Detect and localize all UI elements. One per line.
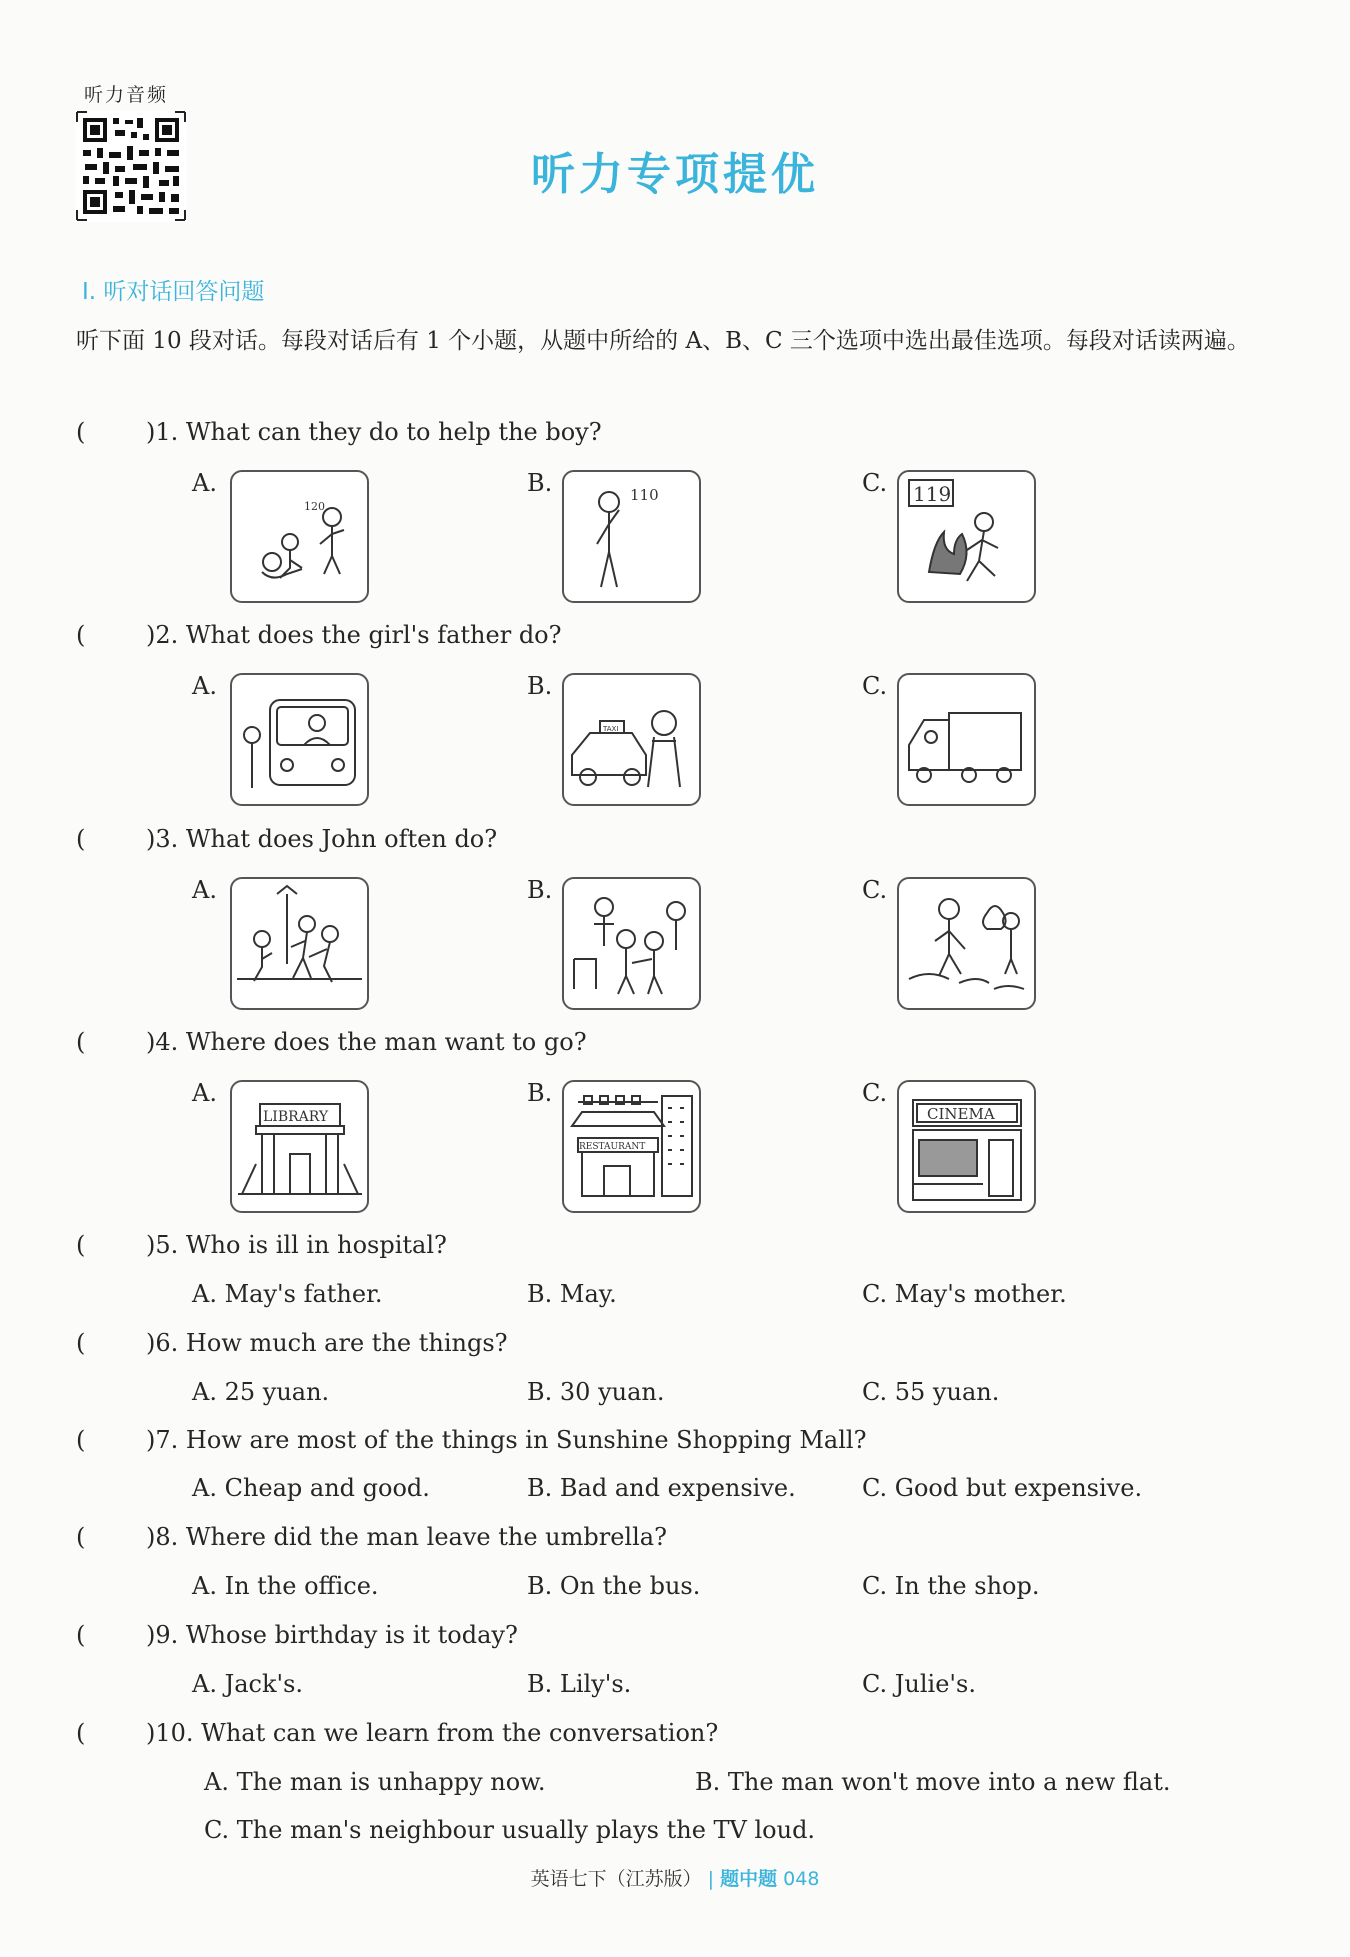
option-label-c: C.	[862, 1079, 888, 1107]
q1-picture-b[interactable]	[562, 470, 701, 603]
option-label-c: C.	[862, 672, 888, 700]
question-text: )7. How are most of the things in Sunshine Shopping Mall?	[146, 1426, 867, 1454]
option-label-b: B.	[527, 1079, 553, 1107]
footer-divider: |	[707, 1868, 715, 1890]
section-instructions: 听下面 10 段对话。每段对话后有 1 个小题，从题中所给的 A、B、C 三个选项中选出最佳选项。每段对话读两遍。	[76, 328, 1250, 354]
q4-picture-b[interactable]	[562, 1080, 701, 1213]
option-label-c: C.	[862, 876, 888, 904]
option-c[interactable]: C. May's mother.	[862, 1280, 1067, 1308]
footer-book-title: 英语七下（江苏版）	[530, 1868, 702, 1890]
option-label-b: B.	[527, 876, 553, 904]
option-c[interactable]: C. Julie's.	[862, 1670, 976, 1698]
answer-paren[interactable]: (	[76, 825, 86, 853]
question-text: )2. What does the girl's father do?	[146, 621, 562, 649]
question-text: )8. Where did the man leave the umbrella?	[146, 1523, 667, 1551]
option-c[interactable]: C. The man's neighbour usually plays the TV loud.	[204, 1816, 816, 1844]
page-title: 听力专项提优	[531, 149, 819, 200]
q1-picture-a[interactable]	[230, 470, 369, 603]
q4-picture-a[interactable]	[230, 1080, 369, 1213]
option-c[interactable]: C. 55 yuan.	[862, 1378, 1000, 1406]
answer-paren[interactable]: (	[76, 1028, 86, 1056]
question-text: )6. How much are the things?	[146, 1329, 508, 1357]
option-label-c: C.	[862, 469, 888, 497]
page-number: 048	[783, 1868, 820, 1890]
caption-cinema: CINEMA	[927, 1105, 995, 1123]
answer-paren[interactable]: (	[76, 418, 86, 446]
q3-picture-a[interactable]	[230, 877, 369, 1010]
answer-paren[interactable]: (	[76, 1621, 86, 1649]
question-text: )1. What can they do to help the boy?	[146, 418, 602, 446]
option-b[interactable]: B. On the bus.	[527, 1572, 701, 1600]
q2-picture-b[interactable]	[562, 673, 701, 806]
option-label-a: A.	[192, 672, 217, 700]
q3-picture-b[interactable]	[562, 877, 701, 1010]
answer-paren[interactable]: (	[76, 1719, 86, 1747]
option-label-a: A.	[192, 1079, 217, 1107]
option-b[interactable]: B. The man won't move into a new flat.	[695, 1768, 1171, 1796]
qr-code-label: 听力音频	[84, 84, 169, 106]
option-a[interactable]: A. Jack's.	[192, 1670, 304, 1698]
question-text: )4. Where does the man want to go?	[146, 1028, 587, 1056]
option-a[interactable]: A. 25 yuan.	[192, 1378, 330, 1406]
caption-library: LIBRARY	[263, 1109, 329, 1125]
caption-taxi: TAXI	[603, 725, 619, 733]
caption-110: 110	[630, 486, 659, 504]
option-label-a: A.	[192, 469, 217, 497]
answer-paren[interactable]: (	[76, 1426, 86, 1454]
option-label-b: B.	[527, 469, 553, 497]
option-a[interactable]: A. Cheap and good.	[192, 1474, 430, 1502]
q3-picture-c[interactable]	[897, 877, 1036, 1010]
option-a[interactable]: A. In the office.	[192, 1572, 379, 1600]
option-a[interactable]: A. May's father.	[192, 1280, 383, 1308]
option-c[interactable]: C. In the shop.	[862, 1572, 1040, 1600]
option-b[interactable]: B. Bad and expensive.	[527, 1474, 796, 1502]
answer-paren[interactable]: (	[76, 1523, 86, 1551]
answer-paren[interactable]: (	[76, 621, 86, 649]
option-label-b: B.	[527, 672, 553, 700]
q2-picture-c[interactable]	[897, 673, 1036, 806]
svg-text:120: 120	[304, 500, 325, 513]
question-text: )10. What can we learn from the conversation?	[146, 1719, 719, 1747]
section-heading: Ⅰ. 听对话回答问题	[82, 279, 265, 305]
caption-119: 119	[913, 482, 952, 506]
q1-picture-c[interactable]	[897, 470, 1036, 603]
option-b[interactable]: B. May.	[527, 1280, 617, 1308]
caption-restaurant: RESTAURANT	[579, 1142, 646, 1152]
question-text: )3. What does John often do?	[146, 825, 498, 853]
option-b[interactable]: B. Lily's.	[527, 1670, 632, 1698]
q4-picture-c[interactable]	[897, 1080, 1036, 1213]
option-b[interactable]: B. 30 yuan.	[527, 1378, 665, 1406]
option-label-a: A.	[192, 876, 217, 904]
q2-picture-a[interactable]	[230, 673, 369, 806]
page-footer	[0, 1864, 1350, 1891]
question-text: )9. Whose birthday is it today?	[146, 1621, 518, 1649]
answer-paren[interactable]: (	[76, 1231, 86, 1259]
option-a[interactable]: A. The man is unhappy now.	[204, 1768, 546, 1796]
option-c[interactable]: C. Good but expensive.	[862, 1474, 1143, 1502]
question-text: )5. Who is ill in hospital?	[146, 1231, 447, 1259]
footer-brand: 题中题	[720, 1868, 778, 1890]
answer-paren[interactable]: (	[76, 1329, 86, 1357]
